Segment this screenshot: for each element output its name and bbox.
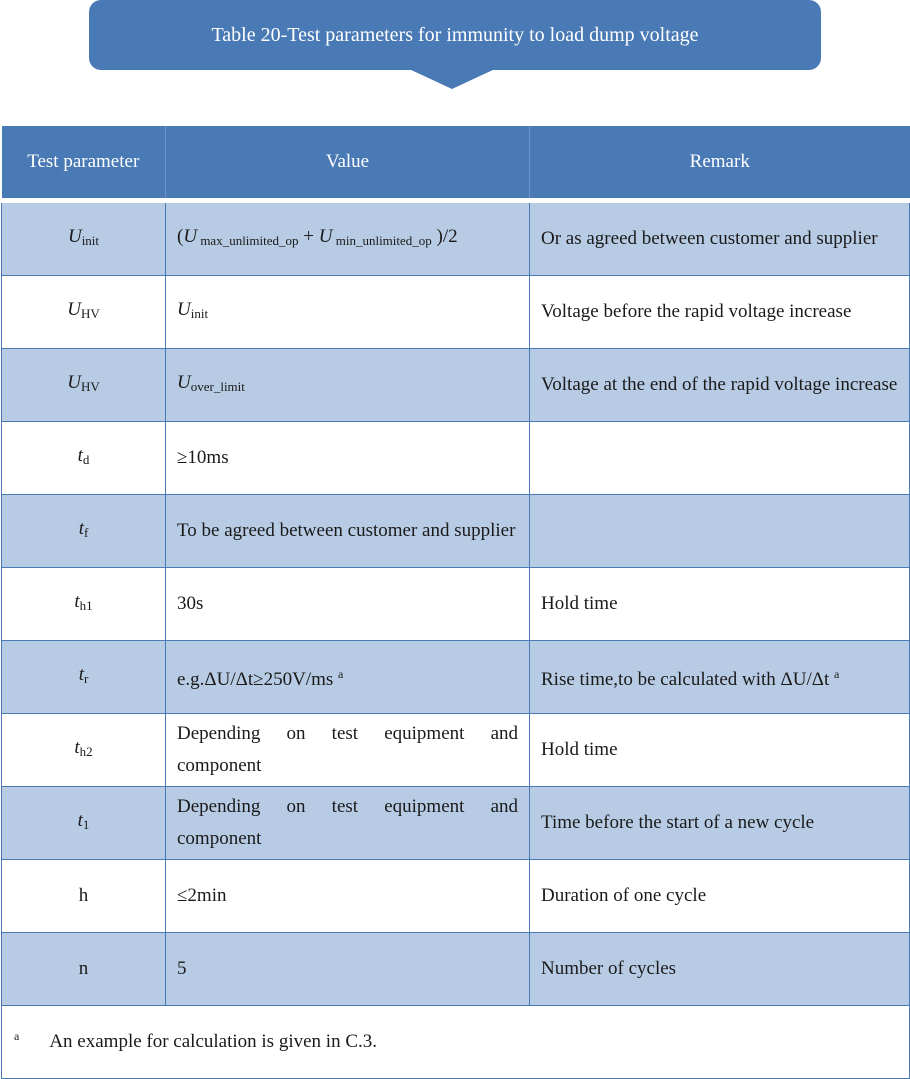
remark-cell: Or as agreed between customer and supplier bbox=[530, 201, 910, 276]
table-row bbox=[2, 495, 910, 568]
value-cell: $U_{over\_limit}$ bbox=[166, 349, 530, 422]
table-row bbox=[2, 787, 910, 860]
value-cell: e.g.ΔU/Δt≥250V/ms $^a$ bbox=[166, 641, 530, 714]
footnote-row bbox=[2, 1006, 910, 1079]
value-cell: 5 bbox=[166, 933, 530, 1006]
footnote-mark: a bbox=[14, 1029, 20, 1043]
footnote-cell bbox=[2, 1006, 910, 1079]
banner-pointer bbox=[409, 69, 495, 89]
value-cell: ≤2min bbox=[166, 860, 530, 933]
value-cell: To be agreed between customer and supplier bbox=[166, 495, 530, 568]
table-row bbox=[2, 641, 910, 714]
remark-cell: Hold time bbox=[530, 714, 910, 787]
table-row bbox=[2, 933, 910, 1006]
table-row bbox=[2, 422, 910, 495]
test-parameters-table bbox=[1, 126, 910, 1079]
remark-cell: Time before the start of a new cycle bbox=[530, 787, 910, 860]
remark-cell bbox=[530, 495, 910, 568]
header-test-parameter: Test parameter bbox=[2, 126, 166, 201]
param-cell: $t_1$ bbox=[2, 787, 166, 860]
table-title-banner bbox=[89, 0, 821, 70]
table-row bbox=[2, 349, 910, 422]
value-cell: 30s bbox=[166, 568, 530, 641]
table-row bbox=[2, 860, 910, 933]
param-cell: h bbox=[2, 860, 166, 933]
value-cell: (U $_{max\_unlimited\_op}$ + U $_{min\_unlimited\_op}$ )/2 bbox=[166, 201, 530, 276]
footnote-text: An example for calculation is given in C.3. bbox=[49, 1031, 377, 1052]
remark-cell: Voltage at the end of the rapid voltage increase bbox=[530, 349, 910, 422]
param-cell: $U_{init}$ bbox=[2, 201, 166, 276]
param-cell: $t_{h1}$ bbox=[2, 568, 166, 641]
value-cell: Depending on test equipment and component bbox=[166, 714, 530, 787]
param-cell: $t_{h2}$ bbox=[2, 714, 166, 787]
param-cell: $t_r$ bbox=[2, 641, 166, 714]
header-remark: Remark bbox=[530, 126, 910, 201]
remark-cell bbox=[530, 422, 910, 495]
value-cell: ≥10ms bbox=[166, 422, 530, 495]
table-row bbox=[2, 201, 910, 276]
param-cell: $t_d$ bbox=[2, 422, 166, 495]
remark-cell: Duration of one cycle bbox=[530, 860, 910, 933]
param-cell: $U_{HV}$ bbox=[2, 276, 166, 349]
remark-cell: Number of cycles bbox=[530, 933, 910, 1006]
param-cell: n bbox=[2, 933, 166, 1006]
param-cell: $U_{HV}$ bbox=[2, 349, 166, 422]
header-row bbox=[2, 126, 910, 201]
remark-cell: Voltage before the rapid voltage increase bbox=[530, 276, 910, 349]
remark-cell: Hold time bbox=[530, 568, 910, 641]
table-row bbox=[2, 714, 910, 787]
header-value: Value bbox=[166, 126, 530, 201]
table-row bbox=[2, 276, 910, 349]
param-cell: $t_f$ bbox=[2, 495, 166, 568]
table-row bbox=[2, 568, 910, 641]
value-cell: Depending on test equipment and component bbox=[166, 787, 530, 860]
value-cell: $U_{init}$ bbox=[166, 276, 530, 349]
remark-cell: Rise time,to be calculated with ΔU/Δt $^a$ bbox=[530, 641, 910, 714]
table-title: Table 20-Test parameters for immunity to load dump voltage bbox=[211, 23, 699, 46]
